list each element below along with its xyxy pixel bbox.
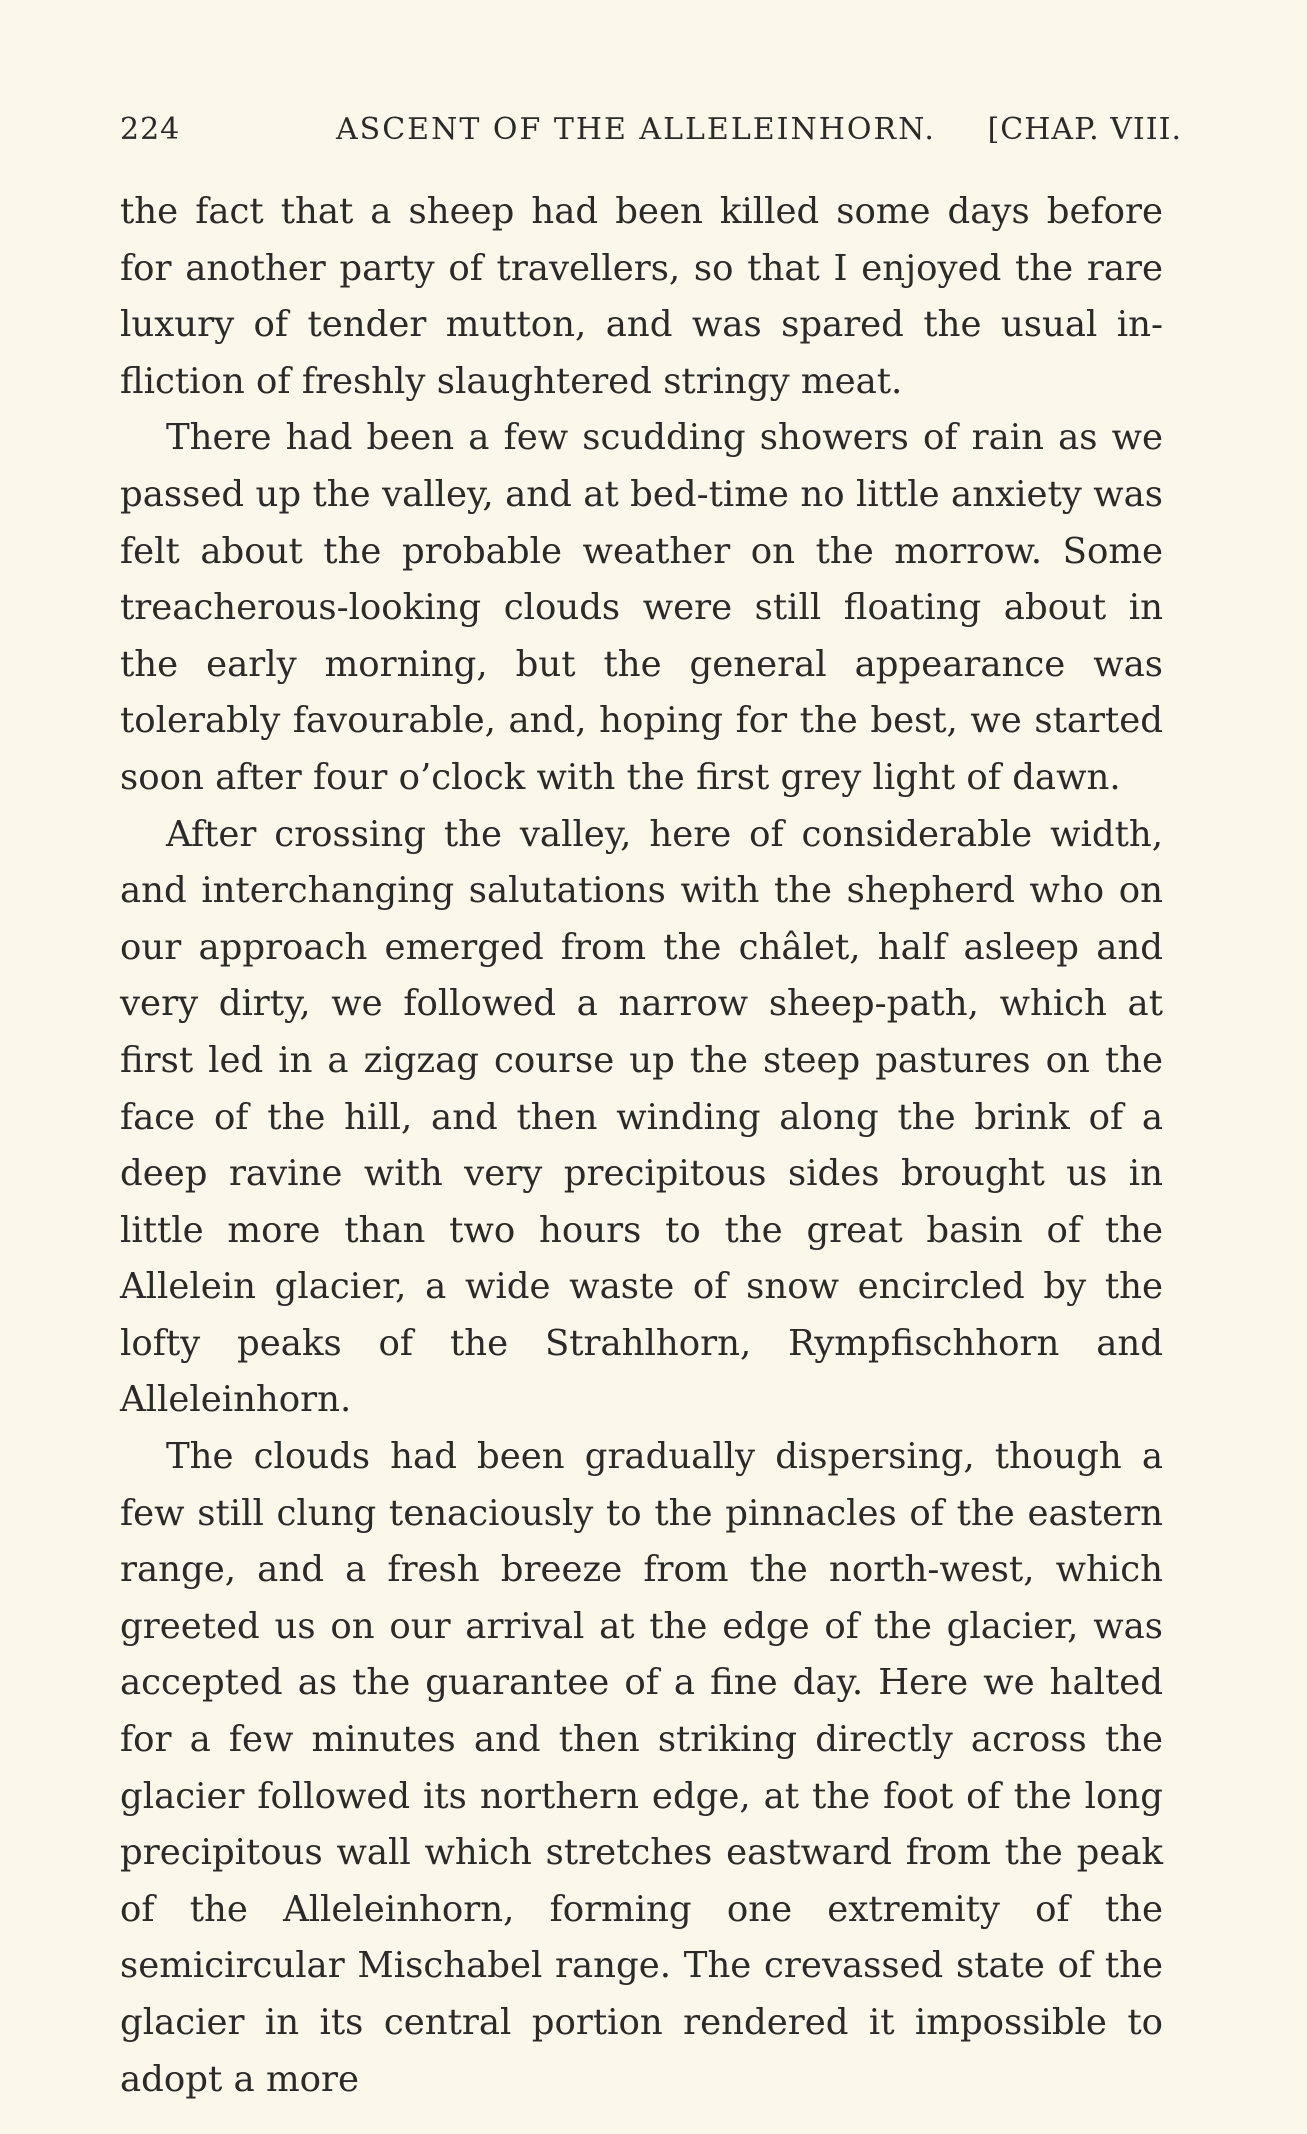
body-text (120, 184, 1163, 2108)
paragraph-2: There had been a few scudding showers of rain as we passed up the valley, and at bed-time no little anxiety was felt about the probable weather on the morrow. Some treacherous-looking clouds were still floating about in the early morning, but the general appearance was tolerably favourable, and, hoping for the best, we started soon after four o’clock with the first grey light of dawn. (120, 417, 1163, 798)
paragraph-3: After crossing the valley, here of considerable width, and interchanging salutations with the shepherd who on our approach emerged from the châlet, half asleep and very dirty, we followed a narrow sheep-path, which at first led in a zigzag course up the steep pastures on the face of the hill, and then winding along the brink of a deep ravine with very precipitous sides brought us in little more than two hours to the great basin of the Allelein glacier, a wide waste of snow encircled by the lofty peaks of the Strahlhorn, Rympfischhorn and Alleleinhorn. (120, 813, 1163, 1421)
running-title: ASCENT OF THE ALLELEINHORN. (336, 112, 936, 147)
paragraph-1: the fact that a sheep had been killed some days before for another party of travellers, so that I enjoyed the rare luxury of tender mutton, and was spared the usual infliction of freshly slaughtered stringy meat. (120, 191, 1163, 402)
chapter-label: [CHAP. VIII. (987, 112, 1182, 147)
page-number: 224 (120, 112, 181, 147)
paragraph-4: The clouds had been gradually dispersing, though a few still clung tenaciously to the pinnacles of the eastern range, and a fresh breeze from the north-west, which greeted us on our arrival at the edge of the glacier, was accepted as the guarantee of a fine day. Here we halted for a few minutes and then striking directly across the glacier followed its northern edge, at the foot of the long precipitous wall which stretches eastward from the peak of the Alleleinhorn, forming one extremity of the semicircular Mischabel range. The crevassed state of the glacier in its central portion rendered it impossible to adopt a more (120, 1436, 1163, 2100)
running-header (120, 112, 1182, 152)
